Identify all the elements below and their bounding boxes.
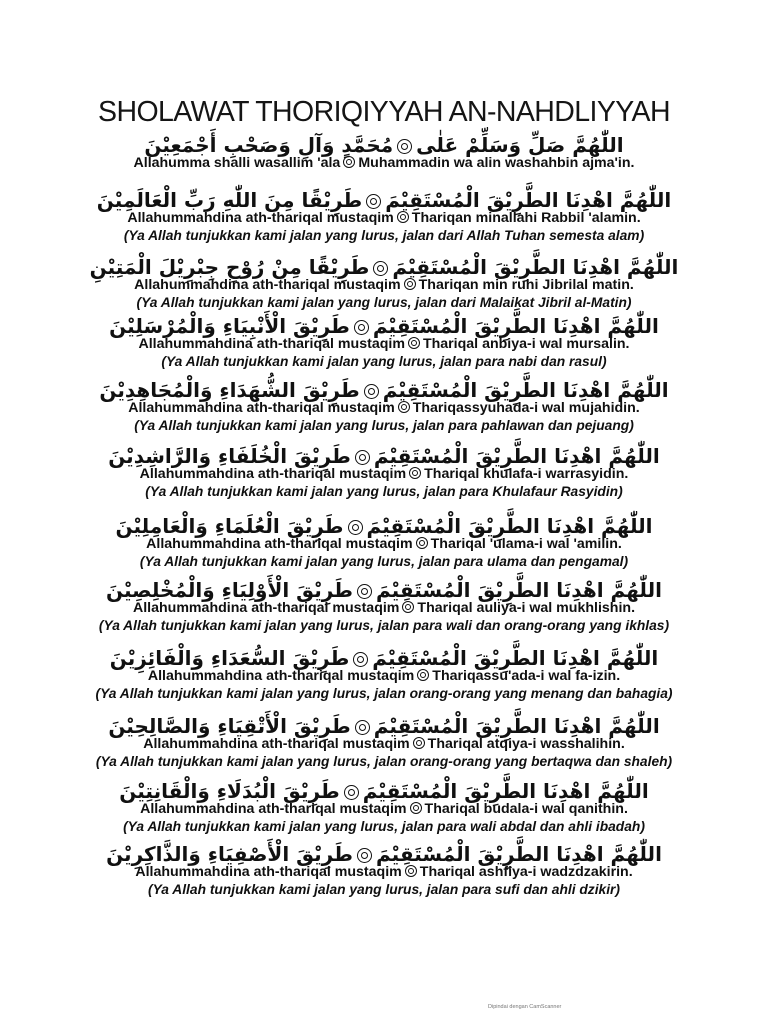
verse-arabic-part-b: طَرِيْقَ الشُّهَدَاءِ وَالْمُجَاهِدِيْنَ — [99, 378, 360, 402]
verse-translation: (Ya Allah tunjukkan kami jalan yang lurus, jalan para pahlawan dan pejuang) — [134, 418, 634, 433]
verse-latin-part-a: Allahummahdina ath-thariqal mustaqim — [143, 736, 410, 752]
verse-arabic-part-b: طَرِيْقًا مِنَ اللّٰهِ رَبِّ الْعَالَمِيْنَ — [96, 188, 363, 212]
verse-latin-part-a: Allahummahdina ath-thariqal mustaqim — [135, 864, 402, 880]
verse-arabic-part-b: طَرِيْقَ الْخُلَفَاءِ وَالرَّاشِدِيْنَ — [108, 444, 351, 468]
verse-translation: (Ya Allah tunjukkan kami jalan yang lurus, jalan para Khulafaur Rasyidin) — [145, 484, 623, 499]
circle-ornament-icon — [405, 865, 417, 877]
verse-translation: (Ya Allah tunjukkan kami jalan yang lurus, jalan dari Allah Tuhan semesta alam) — [123, 228, 645, 243]
verse-translation: (Ya Allah tunjukkan kami jalan yang lurus, jalan dari Malaikat Jibril al-Matin) — [136, 295, 632, 310]
verse-arabic-part-a: اللّٰهُمَّ صَلِّ وَسَلِّمْ عَلٰى — [416, 133, 624, 157]
verse-arabic-part-a: اللّٰهُمَّ اهْدِنَا الطَّرِيْقَ الْمُسْتَقِيْمَ — [366, 514, 653, 538]
circle-ornament-icon — [417, 669, 429, 681]
circle-ornament-icon — [413, 737, 425, 749]
verse-arabic-part-a: اللّٰهُمَّ اهْدِنَا الطَّرِيْقَ الْمُسْتَقِيْمَ — [376, 578, 662, 602]
verse-arabic-part-b: طَرِيْقَ الْأَتْقِيَاءِ وَالصَّالِحِيْنَ — [108, 714, 351, 738]
verse-arabic-part-a: اللّٰهُمَّ اهْدِنَا الطَّرِيْقَ الْمُسْتَقِيْمَ — [372, 314, 659, 338]
verse-translation: (Ya Allah tunjukkan kami jalan yang lurus, jalan para wali dan orang-orang yang ikhlas) — [98, 618, 670, 633]
verse-latin — [0, 801, 768, 818]
verse-arabic-part-a: اللّٰهُمَّ اهْدِنَا الطَّرِيْقَ الْمُسْتَقِيْمَ — [373, 714, 660, 738]
verse-arabic-part-b: طَرِيْقَ الْأَصْفِيَاءِ وَالذَّاكِرِيْنَ — [106, 842, 353, 866]
verse-item — [0, 254, 768, 311]
verse-latin-part-b: Thariqassyuhada-i wal mujahidin. — [412, 400, 640, 416]
verse-arabic-part-b: طَرِيْقًا مِنْ رُوْحِ جِبْرِيْلَ الْمَتِيْنِ — [89, 255, 370, 279]
circle-ornament-icon — [373, 261, 388, 276]
circle-ornament-icon — [343, 156, 355, 168]
verse-latin-part-b: Thariqan min ruhi Jibrilal matin. — [418, 277, 634, 293]
circle-ornament-icon — [410, 802, 422, 814]
verse-latin-part-b: Thariqal 'ulama-i wal 'amilin. — [430, 536, 622, 552]
verse-translation: (Ya Allah tunjukkan kami jalan yang lurus, jalan orang-orang yang menang dan bahagia) — [95, 686, 673, 701]
verse-item — [0, 132, 768, 172]
circle-ornament-icon — [354, 320, 369, 335]
page-title: SHOLAWAT THORIQIYYAH AN-NAHDLIYYAH — [98, 96, 670, 128]
verse-latin-part-b: Thariqal ashfiya-i wadzdzakirin. — [419, 864, 633, 880]
verse-latin-part-a: Allahummahdina ath-thariqal mustaqim — [134, 277, 401, 293]
verse-latin-part-a: Allahummahdina ath-thariqal mustaqim — [146, 536, 413, 552]
verse-latin-part-a: Allahummahdina ath-thariqal mustaqim — [128, 400, 395, 416]
verse-latin-part-b: Thariqal khulafa-i warrasyidin. — [424, 466, 629, 482]
circle-ornament-icon — [348, 520, 363, 535]
circle-ornament-icon — [398, 401, 410, 413]
verse-arabic-part-a: اللّٰهُمَّ اهْدِنَا الطَّرِيْقَ الْمُسْتَقِيْمَ — [373, 444, 660, 468]
scanner-footer-text: Dipindai dengan CamScanner — [488, 1004, 562, 1010]
verse-item — [0, 443, 768, 500]
verse-arabic-part-b: طَرِيْقَ الْأَوْلِيَاءِ وَالْمُخْلِصِيْنَ — [106, 578, 353, 602]
verse-latin-part-a: Allahummahdina ath-thariqal mustaqim — [140, 801, 407, 817]
verse-latin-part-a: Allahummahdina ath-thariqal mustaqim — [138, 336, 405, 352]
verse-arabic-part-b: طَرِيْقَ الْبُدَلَاءِ وَالْقَانِتِيْنَ — [119, 779, 340, 803]
circle-ornament-icon — [355, 720, 370, 735]
verse-item — [0, 841, 768, 898]
verse-latin — [0, 155, 768, 172]
verse-latin-part-b: Thariqan minallahi Rabbil 'alamin. — [411, 210, 641, 226]
verse-arabic-part-a: اللّٰهُمَّ اهْدِنَا الطَّرِيْقَ الْمُسْتَقِيْمَ — [362, 779, 649, 803]
circle-ornament-icon — [397, 211, 409, 223]
verse-translation: (Ya Allah tunjukkan kami jalan yang lurus, jalan para wali abdal dan ahli ibadah) — [123, 819, 645, 834]
verse-arabic-part-a: اللّٰهُمَّ اهْدِنَا الطَّرِيْقَ الْمُسْتَقِيْمَ — [392, 255, 679, 279]
verse-latin-part-b: Thariqal auliya-i wal mukhlishin. — [417, 600, 636, 616]
verse-item — [0, 513, 768, 570]
verse-latin-part-a: Allahummahdina ath-thariqal mustaqim — [139, 466, 407, 482]
verse-arabic-part-b: طَرِيْقَ الْأَنْبِيَاءِ وَالْمُرْسَلِيْنَ — [109, 314, 350, 338]
verse-latin-part-a: Allahummahdina ath-thariqal mustaqim — [147, 668, 415, 684]
verse-latin-part-a: Allahumma shalli wasallim 'ala — [133, 155, 341, 171]
verse-latin-part-b: Thariqassu'ada-i wal fa-izin. — [432, 668, 621, 684]
verse-translation: (Ya Allah tunjukkan kami jalan yang lurus, jalan para ulama dan pengamal) — [139, 554, 629, 569]
verse-arabic-part-a: اللّٰهُمَّ اهْدِنَا الطَّرِيْقَ الْمُسْتَقِيْمَ — [375, 842, 662, 866]
verse-translation: (Ya Allah tunjukkan kami jalan yang lurus, jalan para sufi dan ahli dzikir) — [147, 882, 621, 897]
verse-arabic-part-a: اللّٰهُمَّ اهْدِنَا الطَّرِيْقَ الْمُسْتَقِيْمَ — [382, 378, 669, 402]
verse-arabic-part-b: مُحَمَّدٍ وَآلِ وَصَحْبِ أَجْمَعِيْنَ — [144, 133, 394, 157]
verse-arabic-part-a: اللّٰهُمَّ اهْدِنَا الطَّرِيْقَ الْمُسْتَقِيْمَ — [372, 646, 659, 670]
circle-ornament-icon — [364, 384, 379, 399]
circle-ornament-icon — [357, 584, 372, 599]
circle-ornament-icon — [344, 785, 359, 800]
circle-ornament-icon — [353, 652, 368, 667]
verse-latin-part-b: Muhammadin wa alin washahbin ajma'in. — [358, 155, 635, 171]
circle-ornament-icon — [355, 450, 370, 465]
verse-latin-part-a: Allahummahdina ath-thariqal mustaqim — [127, 210, 394, 226]
verse-item — [0, 577, 768, 634]
verse-arabic-part-a: اللّٰهُمَّ اهْدِنَا الطَّرِيْقَ الْمُسْتَقِيْمَ — [385, 188, 672, 212]
circle-ornament-icon — [357, 848, 372, 863]
circle-ornament-icon — [409, 467, 421, 479]
circle-ornament-icon — [404, 278, 416, 290]
verse-item — [0, 187, 768, 244]
verse-arabic-part-b: طَرِيْقَ الْعُلَمَاءِ وَالْعَامِلِيْنَ — [115, 514, 344, 538]
verse-item — [0, 713, 768, 770]
verse-translation: (Ya Allah tunjukkan kami jalan yang lurus, jalan orang-orang yang bertaqwa dan shaleh) — [95, 754, 673, 769]
verse-latin-part-b: Thariqal budala-i wal qanithin. — [424, 801, 628, 817]
verse-latin-part-b: Thariqal anbiya-i wal mursalin. — [422, 336, 630, 352]
verse-arabic-part-b: طَرِيْقَ السُّعَدَاءِ وَالْفَائِزِيْنَ — [109, 646, 350, 670]
verse-item — [0, 313, 768, 370]
verse-item — [0, 377, 768, 434]
circle-ornament-icon — [416, 537, 428, 549]
circle-ornament-icon — [402, 601, 414, 613]
circle-ornament-icon — [397, 139, 412, 154]
circle-ornament-icon — [408, 337, 420, 349]
verse-item — [0, 645, 768, 702]
verse-latin-part-a: Allahummahdina ath-thariqal mustaqim — [132, 600, 400, 616]
verse-latin-part-b: Thariqal atqiya-i wasshalihin. — [427, 736, 625, 752]
verse-translation: (Ya Allah tunjukkan kami jalan yang lurus, jalan para nabi dan rasul) — [161, 354, 607, 369]
circle-ornament-icon — [366, 194, 381, 209]
verse-item — [0, 778, 768, 835]
